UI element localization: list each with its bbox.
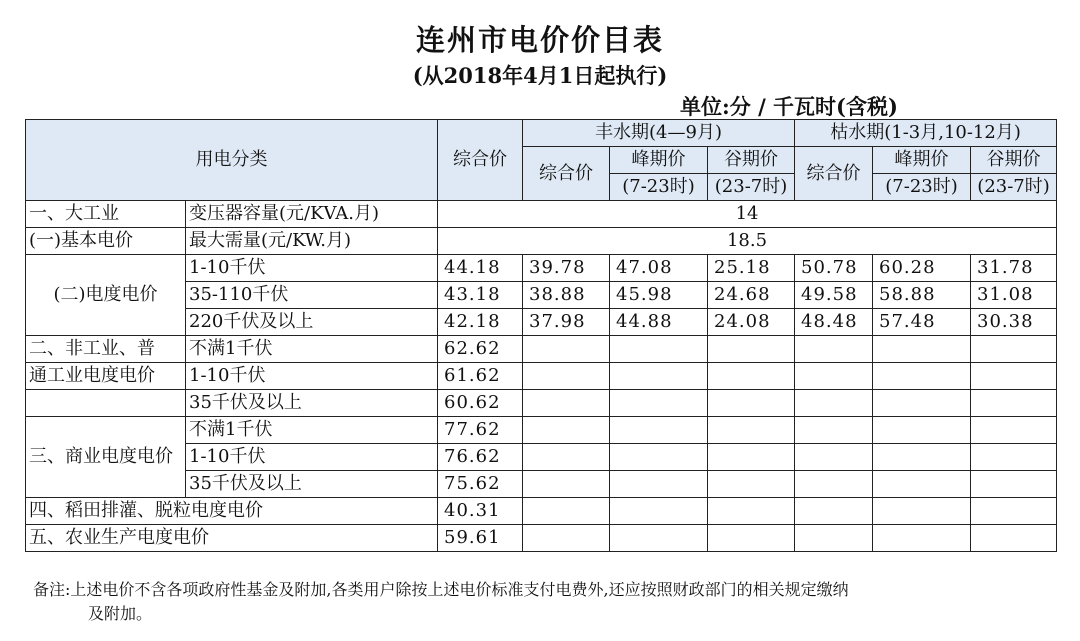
energy-price-label: (二)电度电价 xyxy=(26,255,186,336)
voltage-cell: 220千伏及以上 xyxy=(186,309,438,336)
composite-cell: 60.62 xyxy=(438,390,523,417)
wet-composite-cell: 39.78 xyxy=(523,255,610,282)
dry-peak-cell: 57.48 xyxy=(873,309,971,336)
transformer-capacity-value: 14 xyxy=(438,201,1057,228)
table-row xyxy=(26,228,1057,255)
table-row xyxy=(26,417,1057,444)
table-row xyxy=(26,201,1057,228)
wet-valley-cell: 24.08 xyxy=(708,309,795,336)
header-wet-valley: 谷期价 xyxy=(708,147,795,174)
footnote-line2: 及附加。 xyxy=(88,604,153,623)
voltage-cell: 1-10千伏 xyxy=(186,255,438,282)
dry-composite-cell: 50.78 xyxy=(795,255,873,282)
table-row xyxy=(26,336,1057,363)
table-row xyxy=(26,363,1057,390)
dry-valley-cell: 30.38 xyxy=(971,309,1057,336)
table-row xyxy=(26,498,1057,525)
agriculture-label: 五、农业生产电度电价 xyxy=(26,525,438,552)
header-wet-season: 丰水期(4—9月) xyxy=(523,120,795,147)
irrigation-label: 四、稻田排灌、脱粒电度电价 xyxy=(26,498,438,525)
wet-composite-cell: 37.98 xyxy=(523,309,610,336)
voltage-cell: 不满1千伏 xyxy=(186,417,438,444)
voltage-cell: 35-110千伏 xyxy=(186,282,438,309)
header-dry-peak: 峰期价 xyxy=(873,147,971,174)
transformer-capacity-label: 变压器容量(元/KVA.月) xyxy=(186,201,438,228)
commercial-label: 三、商业电度电价 xyxy=(26,417,186,498)
header-wet-valley-hours: (23-7时) xyxy=(708,174,795,201)
header-wet-composite: 综合价 xyxy=(523,147,610,201)
header-dry-peak-hours: (7-23时) xyxy=(873,174,971,201)
header-dry-valley: 谷期价 xyxy=(971,147,1057,174)
max-demand-label: 最大需量(元/KW.月) xyxy=(186,228,438,255)
large-industry-label: 一、大工业 xyxy=(26,201,186,228)
table-row xyxy=(26,255,1057,282)
composite-cell: 75.62 xyxy=(438,471,523,498)
voltage-cell: 35千伏及以上 xyxy=(186,390,438,417)
general-industry-label-line1: 二、非工业、普 xyxy=(26,336,186,363)
table-row xyxy=(26,525,1057,552)
wet-peak-cell: 47.08 xyxy=(610,255,708,282)
dry-valley-cell: 31.78 xyxy=(971,255,1057,282)
voltage-cell: 35千伏及以上 xyxy=(186,471,438,498)
table-row xyxy=(26,390,1057,417)
max-demand-value: 18.5 xyxy=(438,228,1057,255)
page-title: 连州市电价价目表 xyxy=(415,23,664,57)
wet-valley-cell: 24.68 xyxy=(708,282,795,309)
voltage-cell: 不满1千伏 xyxy=(186,336,438,363)
composite-cell: 76.62 xyxy=(438,444,523,471)
wet-peak-cell: 45.98 xyxy=(610,282,708,309)
basic-price-label: (一)基本电价 xyxy=(26,228,186,255)
composite-cell: 44.18 xyxy=(438,255,523,282)
composite-cell: 62.62 xyxy=(438,336,523,363)
header-wet-peak: 峰期价 xyxy=(610,147,708,174)
dry-valley-cell: 31.08 xyxy=(971,282,1057,309)
header-dry-season: 枯水期(1-3月,10-12月) xyxy=(795,120,1057,147)
dry-composite-cell: 49.58 xyxy=(795,282,873,309)
dry-composite-cell: 48.48 xyxy=(795,309,873,336)
price-table xyxy=(25,119,1057,552)
composite-cell: 43.18 xyxy=(438,282,523,309)
header-wet-peak-hours: (7-23时) xyxy=(610,174,708,201)
composite-cell: 61.62 xyxy=(438,363,523,390)
header-dry-valley-hours: (23-7时) xyxy=(971,174,1057,201)
dry-peak-cell: 60.28 xyxy=(873,255,971,282)
composite-cell: 40.31 xyxy=(438,498,523,525)
voltage-cell: 1-10千伏 xyxy=(186,444,438,471)
header-category: 用电分类 xyxy=(26,120,438,201)
general-industry-label-line2: 通工业电度电价 xyxy=(26,363,186,390)
wet-peak-cell: 44.88 xyxy=(610,309,708,336)
header-dry-composite: 综合价 xyxy=(795,147,873,201)
wet-valley-cell: 25.18 xyxy=(708,255,795,282)
header-composite: 综合价 xyxy=(438,120,523,201)
unit-label: 单位:分 / 千瓦时(含税) xyxy=(680,94,898,119)
header-row-1 xyxy=(26,120,1057,147)
composite-cell: 59.61 xyxy=(438,525,523,552)
wet-composite-cell: 38.88 xyxy=(523,282,610,309)
dry-peak-cell: 58.88 xyxy=(873,282,971,309)
composite-cell: 42.18 xyxy=(438,309,523,336)
footnote-line1: 备注:上述电价不含各项政府性基金及附加,各类用户除按上述电价标准支付电费外,还应按照财政部门的相关规定缴纳 xyxy=(33,580,849,599)
composite-cell: 77.62 xyxy=(438,417,523,444)
voltage-cell: 1-10千伏 xyxy=(186,363,438,390)
footnote xyxy=(33,578,1053,626)
effective-date: (从2018年4月1日起执行) xyxy=(412,63,668,88)
